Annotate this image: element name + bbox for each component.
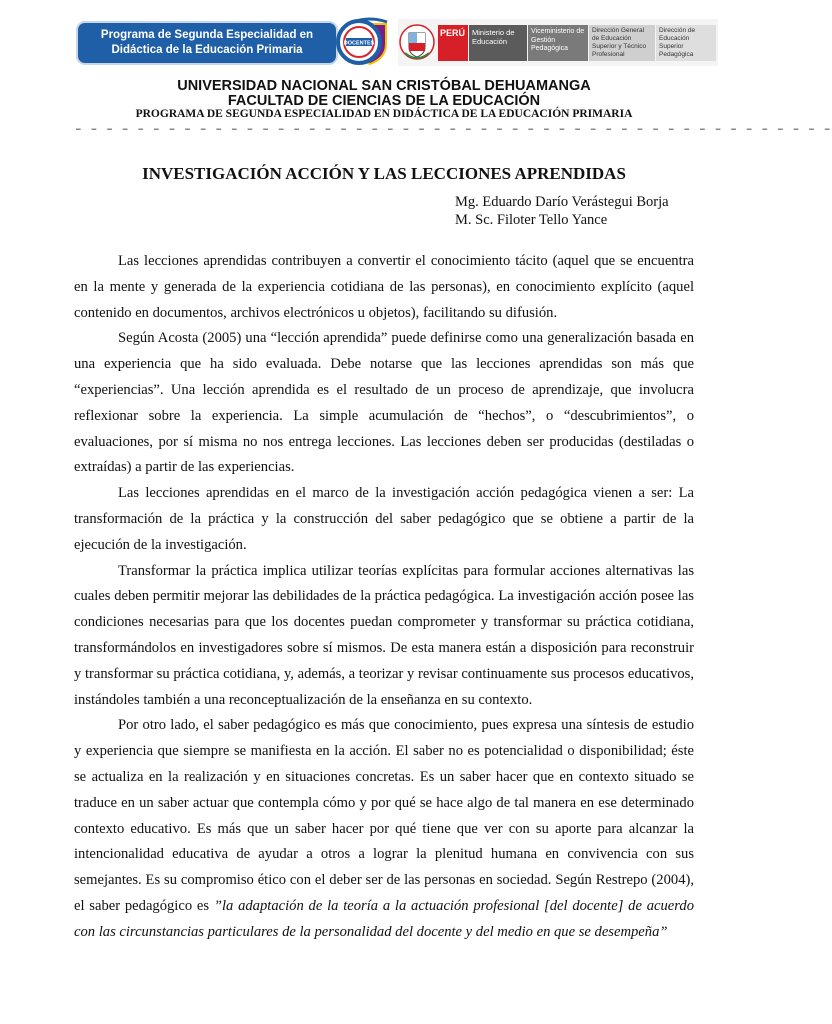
- paragraph-2: Según Acosta (2005) una “lección aprendida” puede definirse como una generalización basada en una experiencia que ha sido evaluada. Debe notarse que las lecciones aprendidas son más que “experiencias”. Una lección aprendida es el resultado de un proceso de aprendizaje, que involucra reflexionar sobre la experiencia. La simple acumulación de “hechos”, o “descubrimientos”, o evaluaciones, por sí misma no nos entrega lecciones. Las lecciones deben ser producidas (destiladas o extraídas) a partir de las experiencias.: [74, 330, 694, 476]
- header-logos-bar: [72, 16, 718, 68]
- docentes-circle-logo: [336, 19, 382, 65]
- dashed-divider: – – – – – – – – – – – – – – – – – – – – – – – – – – – – – – – – – – – – – – – – – – – – – – – – –: [75, 124, 832, 136]
- peru-label-block: PERÚ: [438, 25, 468, 61]
- paragraph-5-text: Por otro lado, el saber pedagógico es más que conocimiento, pues expresa una síntesis de estudio y experiencia que siempre se manifiesta en la acción. El saber no es potencialidad o disponibilidad; éste se actualiza en la realización y en situaciones concretas. Es un saber hacer que en contexto situado se traduce en un saber actuar que contempla cómo y por qué se hace algo de tal manera en ese determinado contexto educativo. Es más que un saber hacer por qué tiene que ver con su aporte para alcanzar la intencionalidad educativa de ayudar a otros a lograr la plenitud humana en convivencia con sus semejantes. Es su compromiso ético con el deber ser de las personas en sociedad. Según Restrepo (2004), el saber pedagógico es: [74, 717, 694, 914]
- paragraph-5: [74, 713, 694, 945]
- paragraph-4: Transformar la práctica implica utilizar teorías explícitas para formular acciones alternativas las cuales deben permitir mejorar las debilidades de la práctica pedagógica. La investigación acción posee las condiciones necesarias para que los docentes puedan comprometer y transformar su práctica cotidiana, transformándolos en investigadores sobre sí mismos. De esta manera están a disposición para reconstruir y transformar su práctica cotidiana, y, además, a teorizar y revisar continuamente sus procesos educativos, instándoles también a una reconceptualización de la enseñanza en su contexto.: [74, 562, 694, 708]
- faculty-name: FACULTAD DE CIENCIAS DE LA EDUCACIÓN: [227, 93, 541, 109]
- author-2: M. Sc. Filoter Tello Yance: [455, 212, 608, 228]
- peru-ministry-banner: [398, 19, 718, 66]
- program-badge: [78, 23, 336, 63]
- circle-logo-text: DOCENTES: [343, 40, 375, 47]
- dir-superior-label: Dirección de Educación Superior Pedagógica: [656, 25, 716, 61]
- ministry-label: Ministerio de Educación: [469, 25, 527, 61]
- peru-shield-icon: [399, 19, 435, 65]
- university-name: UNIVERSIDAD NACIONAL SAN CRISTÓBAL DEHUAMANGA: [177, 78, 591, 94]
- viceministry-label: Viceministerio de Gestión Pedagógica: [528, 25, 588, 61]
- document-body: [74, 249, 694, 946]
- program-badge-line1: Programa de Segunda Especialidad en: [100, 29, 314, 41]
- paragraph-3: Las lecciones aprendidas en el marco de la investigación acción pedagógica vienen a ser: La transformación de la práctica y la construcción del saber pedagógico que se obtiene a partir de la ejecución de la investigación.: [74, 485, 694, 553]
- dir-general-label: Dirección General de Educación Superior y Técnico Profesional: [589, 25, 655, 61]
- program-name: PROGRAMA DE SEGUNDA ESPECIALIDAD EN DIDÁCTICA DE LA EDUCACIÓN PRIMARIA: [135, 108, 633, 120]
- restrepo-quote: ”la adaptación de la teoría a la actuación profesional [del docente] de acuerdo con las circunstancias particulares de la personalidad del docente y del medio en que se desempeña”: [74, 897, 694, 940]
- document-title: INVESTIGACIÓN ACCIÓN Y LAS LECCIONES APRENDIDAS: [142, 164, 626, 183]
- author-1: Mg. Eduardo Darío Verástegui Borja: [455, 194, 669, 210]
- program-badge-line2: Didáctica de la Educación Primaria: [111, 44, 303, 56]
- paragraph-1: Las lecciones aprendidas contribuyen a convertir el conocimiento tácito (aquel que se encuentra en la mente y generada de la experiencia cotidiana de las personas), en conocimiento explícito (aquel contenido en documentos, archivos electrónicos u objetos), facilitando su difusión.: [74, 253, 694, 321]
